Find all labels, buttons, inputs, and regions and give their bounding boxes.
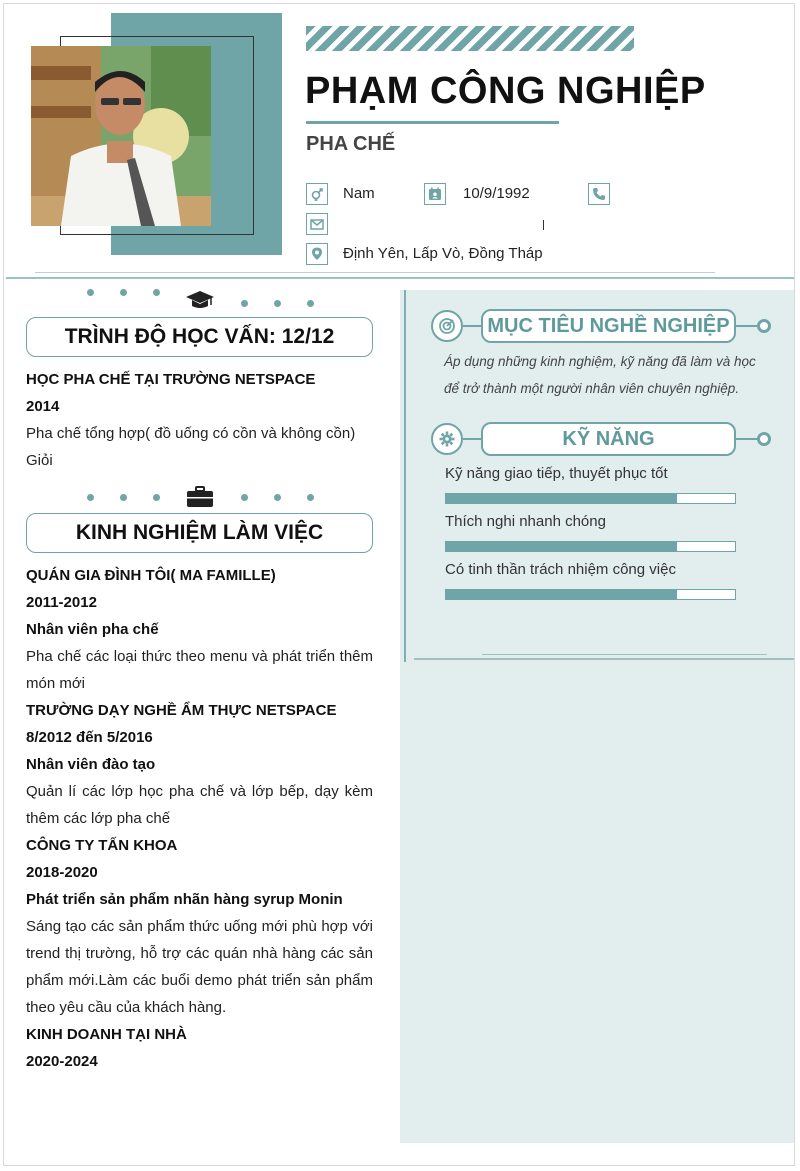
- briefcase-icon: [186, 486, 214, 508]
- skill-bar-fill: [446, 542, 677, 551]
- panel-divider-inner: [482, 654, 767, 655]
- address-value: Định Yên, Lấp Vò, Đồng Tháp: [343, 245, 543, 262]
- education-school: HỌC PHA CHẾ TẠI TRƯỜNG NETSPACE: [26, 371, 316, 388]
- birthdate-value: 10/9/1992: [463, 185, 530, 202]
- target-icon: [431, 310, 463, 342]
- gear-icon: [431, 423, 463, 455]
- job-company: TRƯỜNG DẠY NGHỀ ẨM THỰC NETSPACE: [26, 702, 337, 719]
- objective-text: Áp dụng những kinh nghiệm, kỹ năng đã làm và học để trở thành một người nhân viên chuyên nghiệp.: [444, 354, 756, 396]
- skill-bar: [445, 493, 736, 504]
- gender-icon: [306, 183, 328, 205]
- header-divider-inner: [35, 272, 715, 273]
- job-title: PHA CHẾ: [306, 133, 396, 155]
- skill-label: Thích nghi nhanh chóng: [445, 513, 606, 530]
- connector-endpoint: [757, 432, 771, 446]
- decorative-dots: [87, 289, 160, 296]
- job-position: Nhân viên đào tạo: [26, 756, 156, 773]
- email-icon: [306, 213, 328, 235]
- education-year: 2014: [26, 398, 60, 415]
- education-grade: Giỏi: [26, 452, 53, 469]
- connector-endpoint: [757, 319, 771, 333]
- header-divider: [6, 277, 794, 279]
- gender-value: Nam: [343, 185, 375, 202]
- job-description: Sáng tạo các sản phẩm thức uống mới phù hợp với trend thị trường, hỗ trợ các quán nhà hàng các sản phẩm mới.Làm các buổi demo phát triển sản phẩm theo yêu cầu của khách hàng.: [26, 918, 373, 1016]
- job-period: 2011-2012: [26, 594, 97, 611]
- decorative-stripes: [306, 26, 634, 51]
- panel-divider: [414, 658, 794, 660]
- job-period: 2020-2024: [26, 1053, 98, 1070]
- job-description: Quản lí các lớp học pha chế và lớp bếp, dạy kèm thêm các lớp pha chế: [26, 783, 373, 827]
- job-company: KINH DOANH TẠI NHÀ: [26, 1026, 187, 1043]
- education-heading: TRÌNH ĐỘ HỌC VẤN: 12/12: [26, 317, 373, 357]
- redacted-mark: [543, 220, 544, 230]
- decorative-dots: [241, 300, 314, 307]
- decorative-dots: [87, 494, 160, 501]
- connector: [463, 438, 483, 440]
- right-panel: [400, 290, 794, 1143]
- skill-label: Có tinh thần trách nhiệm công việc: [445, 561, 676, 578]
- job-position: Nhân viên pha chế: [26, 621, 159, 638]
- job-position: Phát triển sản phẩm nhãn hàng syrup Monin: [26, 891, 343, 908]
- education-subject: Pha chế tổng hợp( đồ uống có cồn và không cồn): [26, 425, 356, 442]
- job-description: Pha chế các loại thức theo menu và phát triển thêm món mới: [26, 648, 373, 692]
- skill-bar: [445, 589, 736, 600]
- skill-bar: [445, 541, 736, 552]
- graduation-cap-icon: [185, 289, 215, 311]
- connector: [463, 325, 483, 327]
- phone-icon: [588, 183, 610, 205]
- location-icon: [306, 243, 328, 265]
- job-company: CÔNG TY TẤN KHOA: [26, 837, 178, 854]
- name-underline: [306, 121, 559, 124]
- experience-heading: KINH NGHIỆM LÀM VIỆC: [26, 513, 373, 553]
- profile-photo: [31, 46, 211, 226]
- candidate-name: PHẠM CÔNG NGHIỆP: [305, 70, 706, 112]
- skill-bar-fill: [446, 494, 677, 503]
- job-period: 2018-2020: [26, 864, 98, 881]
- objective-heading: MỤC TIÊU NGHỀ NGHIỆP: [481, 309, 736, 343]
- decorative-dots: [241, 494, 314, 501]
- job-period: 8/2012 đến 5/2016: [26, 729, 153, 746]
- column-divider: [404, 290, 406, 662]
- skill-label: Kỹ năng giao tiếp, thuyết phục tốt: [445, 465, 668, 482]
- skills-heading: KỸ NĂNG: [481, 422, 736, 456]
- calendar-icon: [424, 183, 446, 205]
- skill-bar-fill: [446, 590, 677, 599]
- job-company: QUÁN GIA ĐÌNH TÔI( MA FAMILLE): [26, 567, 276, 584]
